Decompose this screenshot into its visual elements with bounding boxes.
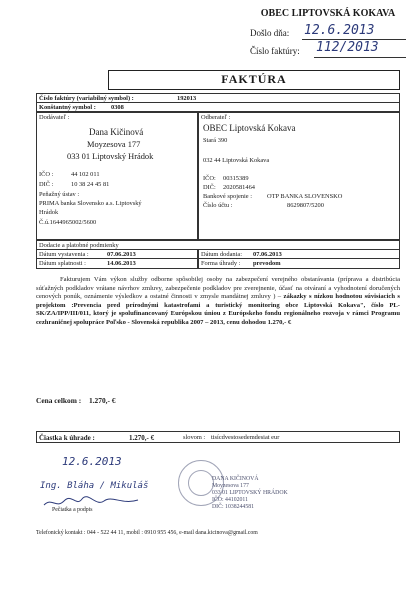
amount-due-value: 1.270,- € [129, 433, 155, 442]
stamp-line-3: 033 01 LIPTOVSKÝ HRÁDOK [212, 490, 288, 496]
description-bold: zákazky s nízkou hodnotou súvisiacich s projektom :Prevencia pred prírodnými katastrofami a turistický monitoring obce Liptovská Kokava", číslo PL-SK/ZA/IPP/III/011, ktorý je spolufinancovaný Európskou úniou z Európskeho fondu regionálneho rozvoja v rámci Programu cezhraničnej spolupráce Poľsko - Slovenská republika 2007 – 2013, cenu dohodou 1.270,- € [36, 293, 400, 326]
invoice-description [36, 276, 400, 328]
contact-footer: Telefonický kontakt : 044 - 522 44 11, mobil : 0910 955 456, e-mail dana.kicinova@gmail.com [36, 530, 258, 536]
customer-account-label: Číslo účtu : [203, 202, 233, 209]
customer-street: Stará 390 [203, 137, 228, 144]
stamp-line-5: DIČ: 1038244581 [212, 504, 255, 510]
delivery-date-label: Dátum dodania: [201, 251, 242, 258]
supplier-bank-line1: PRIMA banka Slovensko a.s. Liptovský [39, 200, 142, 207]
stamp-line-2: Moyzesova 177 [212, 483, 249, 489]
supplier-bank-label: Peňažný ústav : [39, 191, 80, 198]
supplier-ico-label: IČO : [39, 171, 54, 178]
customer-bank-label: Bankové spojenie : [203, 193, 252, 200]
customer-city: 032 44 Liptovská Kokava [203, 157, 270, 164]
payment-form-cell [198, 258, 400, 269]
received-label: Došlo dňa: [250, 28, 290, 38]
supplier-bank-line2: Hrádok [39, 209, 59, 216]
title-bar [108, 70, 400, 90]
due-date-cell [36, 258, 198, 269]
due-date-value: 14.06.2013 [107, 260, 136, 267]
customer-account-value: 8629807/5200 [287, 202, 324, 209]
customer-ico-label: IČO: [203, 175, 216, 182]
received-stamp [248, 8, 408, 76]
amount-words-label: slovom : [183, 433, 206, 441]
stamp-title: OBEC LIPTOVSKÁ KOKAVA [260, 8, 396, 19]
constant-symbol-label: Konštantný symbol : [39, 104, 96, 111]
supplier-ico-value: 44 102 011 [71, 171, 100, 178]
amount-due-box [36, 431, 400, 443]
round-stamp-inner [188, 470, 214, 496]
supplier-city: 033 01 Liptovský Hrádok [67, 152, 154, 161]
customer-ico-value: 00315389 [223, 175, 249, 182]
payment-form-value: prevodom [253, 260, 281, 267]
customer-name: OBEC Liptovská Kokava [203, 123, 296, 133]
delivery-date-value: 07.06.2013 [253, 251, 282, 258]
invoice-number-label: Číslo faktúry: [250, 46, 300, 56]
customer-box [198, 112, 400, 240]
supplier-box [36, 112, 198, 240]
customer-dic-label: DIČ: [203, 184, 216, 191]
stamp-line-4: IČO: 44102011 [212, 497, 249, 503]
variable-symbol-value: 192013 [177, 95, 197, 102]
variable-symbol-label: Číslo faktúry (variabilný symbol) : [39, 95, 134, 102]
payment-form-label: Forma úhrady : [201, 260, 241, 267]
total-line [36, 396, 116, 405]
supplier-account: Č.ú.1644965002/5600 [39, 219, 97, 226]
signature-area [36, 455, 176, 515]
invoice-number-underline [314, 57, 406, 58]
issue-date-value: 07.06.2013 [107, 251, 136, 258]
customer-bank-value: OTP BANKA SLOVENSKO [267, 193, 343, 200]
total-label: Cena celkom : [36, 396, 82, 405]
supplier-street: Moyzesova 177 [87, 140, 141, 149]
invoice-number-handwritten: 112/2013 [316, 40, 379, 55]
supplier-name: Dana Kičinová [89, 127, 144, 137]
amount-words-value: tisícdvestosedemdesiat eur [211, 433, 280, 441]
company-stamp [212, 476, 296, 512]
customer-header: Odberateľ : [201, 114, 231, 121]
due-date-label: Dátum splatnosti : [39, 260, 86, 267]
amount-due-label: Čiastka k úhrade : [39, 433, 95, 442]
issue-date-label: Dátum vystavenia : [39, 251, 89, 258]
stamp-line-1: DANA KIČINOVÁ [212, 476, 259, 482]
handwritten-signature: Ing. Bláha / Mikuláš [40, 481, 149, 491]
supplier-header: Dodávateľ : [39, 114, 70, 121]
description-normal: Fakturujem Vám výkon služby odborne spôsobilej osoby na zabezpečení verejného obstarávania (príprava a distribúcia súťažných podkladov vrátane návrhov zmluvy, zabezpečenie podkladov pre zverejnenie, účasť na otváraní a vyhodnotení doručených cenových ponúk, oznámenie výsledkov a ostatné činnosti v zmysle mandátnej zmluvy ) – [36, 276, 400, 301]
supplier-dic-value: 10 38 24 45 81 [71, 181, 110, 188]
constant-symbol-row [36, 102, 400, 112]
signature-date: 12.6.2013 [62, 455, 122, 468]
signature-caption: Pečiatka a podpis [52, 507, 93, 513]
document-title: FAKTÚRA [221, 72, 287, 86]
supplier-dic-label: DIČ : [39, 181, 54, 188]
customer-dic-value: 2020581464 [223, 184, 255, 191]
total-value: 1.270,- € [89, 396, 116, 405]
received-date: 12.6.2013 [304, 23, 375, 38]
terms-header: Dodacie a platobné podmienky [39, 242, 119, 249]
constant-symbol-value: 0308 [111, 104, 124, 111]
